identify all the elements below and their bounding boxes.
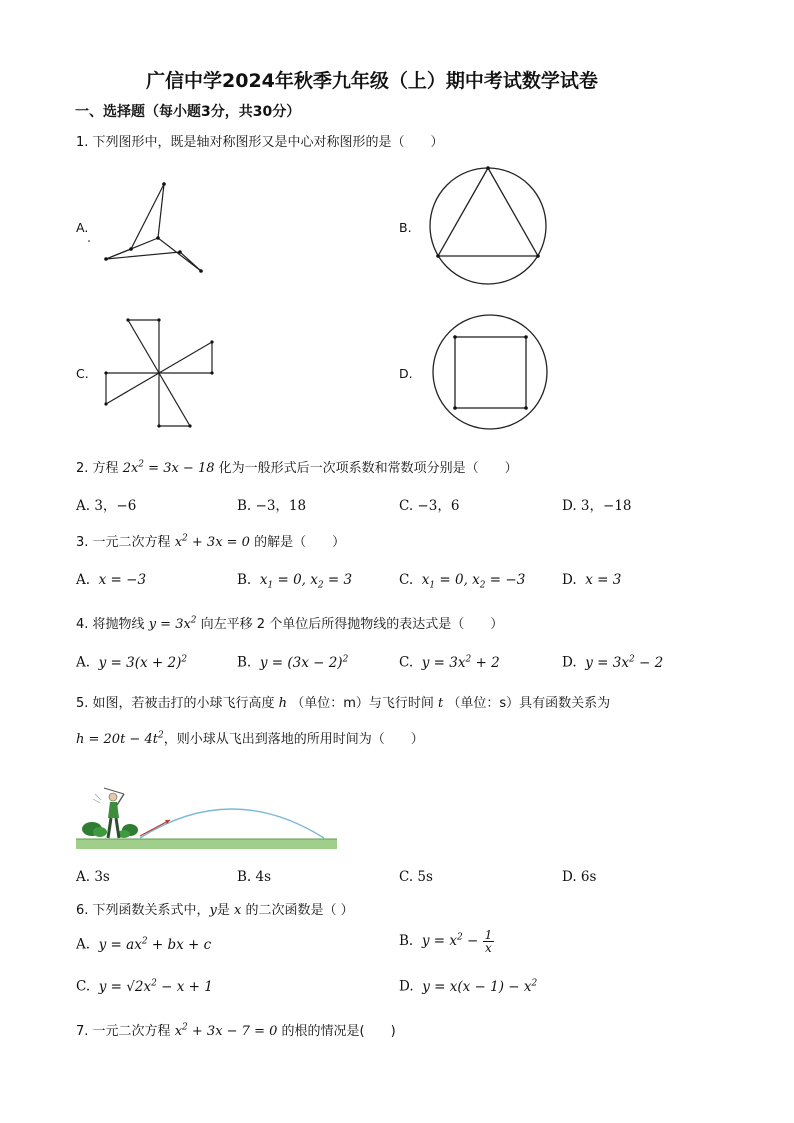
page-title: 广信中学2024年秋季九年级（上）期中考试数学试卷 <box>146 70 598 92</box>
q4-option-d: D. $y = 3x^2 - 2$ <box>562 654 664 671</box>
q5-option-b: B. 4s <box>237 869 272 885</box>
q1-option-a-label: A. <box>76 220 89 235</box>
q5-line1-mid2: （单位：s）具有函数关系为 <box>447 696 611 711</box>
q2-option-d: D. 3，−18 <box>562 498 632 514</box>
q3-option-b-label: B. <box>237 572 252 588</box>
question-1-stem: 1. 下列图形中，既是轴对称图形又是中心对称图形的是（ ） <box>76 135 444 150</box>
q1-option-c-label: C. <box>76 366 89 381</box>
q2-equation: $2x^2 = 3x - 18$ <box>122 459 215 476</box>
question-7-stem <box>76 1020 396 1039</box>
q7-equation: $x^2 + 3x - 7 = 0$ <box>174 1022 278 1039</box>
q4-option-a: A. $y = 3(x + 2)^2$ <box>76 654 188 671</box>
q4-stem-prefix: 4. 将抛物线 <box>76 617 145 632</box>
q2-option-c: C. −3，6 <box>399 498 460 514</box>
q4-equation: $y = 3x^2$ <box>148 615 197 632</box>
question-5-line-1: 5. 如图，若被击打的小球飞行高度 h （单位：m）与飞行时间 t （单位：s）具有函数关系为 <box>76 696 611 711</box>
q6-option-b: B. $y = x^2$ − $\frac{1}{x}$ <box>399 928 493 955</box>
q1-option-d-label: D. <box>399 366 413 381</box>
q4-option-c: C. $y = 3x^2 + 2$ <box>399 654 500 671</box>
q3-option-a-label: A. <box>76 572 91 588</box>
q3-option-d: D. x = 3 <box>562 572 622 588</box>
q3-option-c: C. $x_1 = 0$, $x_2 = -3$ <box>399 572 526 591</box>
q5-line1-prefix: 5. 如图，若被击打的小球飞行高度 <box>76 696 275 711</box>
q7-stem-suffix: 的根的情况是( ) <box>281 1024 396 1039</box>
q2-stem-prefix: 2. 方程 <box>76 461 119 476</box>
q4-option-b: B. $y = (3x - 2)^2$ <box>237 654 349 671</box>
q3-stem-prefix: 3. 一元二次方程 <box>76 535 171 550</box>
q4-option-c-label: C. <box>399 654 414 671</box>
q6-stem-prefix: 6. 下列函数关系式中， <box>76 903 210 918</box>
q6-option-a-label: A. <box>76 936 91 953</box>
q4-option-a-label: A. <box>76 654 91 671</box>
question-6-stem: 6. 下列函数关系式中，y是 x 的二次函数是（ ） <box>76 903 354 918</box>
q4-option-b-label: B. <box>237 654 252 671</box>
q1-option-b-label: B. <box>399 220 412 235</box>
q4-stem-suffix: 向左平移 2 个单位后所得抛物线的表达式是（ ） <box>200 617 504 632</box>
section-heading: 一、选择题（每小题3分，共30分） <box>75 104 301 120</box>
q5-option-c: C. 5s <box>399 869 433 885</box>
q3-option-b: B. $x_1 = 0$, $x_2 = 3$ <box>237 572 353 591</box>
q6-option-c-label: C. <box>76 978 91 995</box>
q6-stem-mid: 是 <box>216 903 230 918</box>
q5-option-a: A. 3s <box>76 869 110 885</box>
q2-option-a: A. 3，−6 <box>76 498 137 514</box>
q6-stem-suffix: 的二次函数是（ ） <box>245 903 354 918</box>
q6-option-b-label: B. <box>399 933 414 949</box>
q3-option-a: A. x = −3 <box>76 572 147 588</box>
q7-stem-prefix: 7. 一元二次方程 <box>76 1024 171 1039</box>
q5-line2-suffix: ，则小球从飞出到落地的所用时间为（ ） <box>163 732 424 747</box>
q6-option-c: C. $y = √2x^2 - x + 1$ <box>76 978 213 995</box>
q5-line1-mid1: （单位：m）与飞行时间 <box>291 696 434 711</box>
q6-option-d-label: D. <box>399 978 414 995</box>
q6-option-a: A. $y = ax^2$ + bx + c <box>76 936 212 953</box>
q2-stem-suffix: 化为一般形式后一次项系数和常数项分别是（ ） <box>218 461 518 476</box>
q5-function: $h = 20t - 4t^2$ <box>76 730 164 747</box>
q4-option-d-label: D. <box>562 654 577 671</box>
q6-option-d: D. $y = x(x - 1) - x^2$ <box>399 978 538 995</box>
q3-stem-suffix: 的解是（ ） <box>254 535 346 550</box>
q2-option-b: B. −3，18 <box>237 498 307 514</box>
q3-equation: $x^2 + 3x = 0$ <box>174 533 250 550</box>
q3-option-d-label: D. <box>562 572 577 588</box>
q5-option-d: D. 6s <box>562 869 597 885</box>
q3-option-c-label: C. <box>399 572 414 588</box>
